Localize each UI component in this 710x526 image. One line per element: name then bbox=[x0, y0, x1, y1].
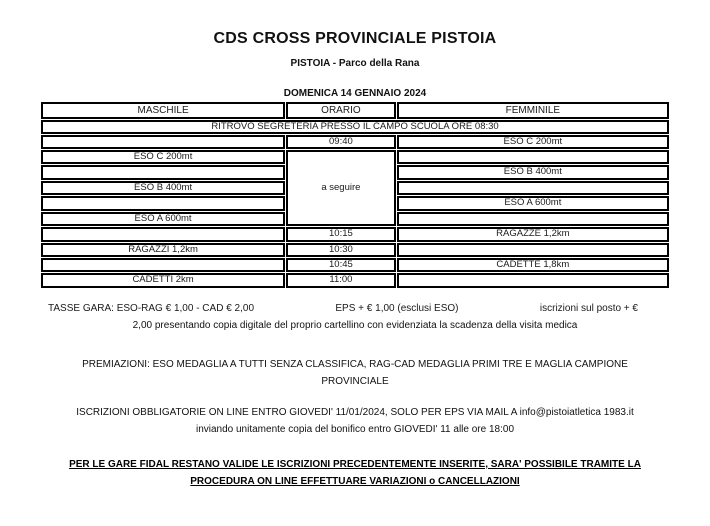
meeting-note-cell: RITROVO SEGRETERIA PRESSO IL CAMPO SCUOLA ORE 08:30 bbox=[41, 120, 669, 134]
fidal-note-line2: PROCEDURA ON LINE EFFETTUARE VARIAZIONI o CANCELLAZIONI bbox=[190, 475, 520, 487]
table-row bbox=[41, 243, 669, 257]
fees-note bbox=[40, 300, 670, 334]
cell-orario-a-seguire: a seguire bbox=[286, 150, 396, 226]
fidal-note-line1: PER LE GARE FIDAL RESTANO VALIDE LE ISCRIZIONI PRECEDENTEMENTE INSERITE, SARA' POSSIBILE TRAMITE LA bbox=[69, 458, 641, 470]
notes-section bbox=[0, 300, 710, 490]
fidal-note bbox=[40, 456, 670, 490]
event-date-heading: DOMENICA 14 GENNAIO 2024 bbox=[283, 88, 427, 99]
table-row bbox=[41, 258, 669, 272]
cell-femminile: ESO C 200mt bbox=[397, 135, 669, 149]
registration-note-line1: ISCRIZIONI OBBLIGATORIE ON LINE ENTRO GIOVEDI' 11/01/2024, SOLO PER EPS VIA MAIL A info@pistoiatletica 1983.it bbox=[76, 406, 634, 418]
awards-note-line1: PREMIAZIONI: ESO MEDAGLIA A TUTTI SENZA CLASSIFICA, RAG-CAD MEDAGLIA PRIMI TRE E MAGLIA CAMPIONE bbox=[82, 358, 628, 370]
cell-maschile: ESO A 600mt bbox=[41, 212, 285, 226]
cell-orario: 10:45 bbox=[286, 258, 396, 272]
schedule-table bbox=[40, 101, 670, 289]
page-subtitle: PISTOIA - Parco della Rana bbox=[290, 58, 420, 69]
column-header-femminile: FEMMINILE bbox=[397, 102, 669, 119]
table-header-row bbox=[41, 102, 669, 119]
cell-maschile bbox=[41, 227, 285, 241]
table-row bbox=[41, 227, 669, 241]
awards-note bbox=[40, 356, 670, 390]
registration-note bbox=[40, 404, 670, 438]
column-header-orario: ORARIO bbox=[286, 102, 396, 119]
cell-maschile bbox=[41, 258, 285, 272]
table-row bbox=[41, 273, 669, 287]
cell-femminile: RAGAZZE 1,2km bbox=[397, 227, 669, 241]
cell-maschile: ESO C 200mt bbox=[41, 150, 285, 164]
cell-orario: 09:40 bbox=[286, 135, 396, 149]
cell-femminile bbox=[397, 150, 669, 164]
registration-note-line2: inviando unitamente copia del bonifico entro GIOVEDI' 11 alle ore 18:00 bbox=[195, 423, 515, 435]
cell-maschile: RAGAZZI 1,2km bbox=[41, 243, 285, 257]
fees-note-line1 bbox=[40, 300, 670, 317]
fees-right-text: iscrizioni sul posto + € bbox=[539, 302, 638, 314]
cell-femminile: CADETTE 1,8km bbox=[397, 258, 669, 272]
cell-femminile bbox=[397, 273, 669, 287]
cell-maschile: ESO B 400mt bbox=[41, 181, 285, 195]
cell-orario: 10:30 bbox=[286, 243, 396, 257]
cell-orario: 11:00 bbox=[286, 273, 396, 287]
cell-femminile bbox=[397, 181, 669, 195]
cell-femminile: ESO A 600mt bbox=[397, 196, 669, 210]
page-title: CDS CROSS PROVINCIALE PISTOIA bbox=[213, 30, 497, 47]
fees-note-line2: 2,00 presentando copia digitale del proprio cartellino con evidenziata la scadenza della visita medica bbox=[132, 319, 578, 331]
meeting-note-row bbox=[41, 120, 669, 134]
cell-maschile bbox=[41, 196, 285, 210]
cell-femminile: ESO B 400mt bbox=[397, 165, 669, 179]
cell-orario: 10:15 bbox=[286, 227, 396, 241]
awards-note-line2: PROVINCIALE bbox=[321, 375, 389, 387]
table-row bbox=[41, 150, 669, 164]
column-header-maschile: MASCHILE bbox=[41, 102, 285, 119]
table-row bbox=[41, 135, 669, 149]
cell-maschile bbox=[41, 135, 285, 149]
fees-center-text: EPS + € 1,00 (esclusi ESO) bbox=[335, 302, 459, 314]
cell-femminile bbox=[397, 212, 669, 226]
cell-maschile: CADETTI 2km bbox=[41, 273, 285, 287]
cell-femminile bbox=[397, 243, 669, 257]
cell-maschile bbox=[41, 165, 285, 179]
fees-left-text: TASSE GARA: ESO-RAG € 1,00 - CAD € 2,00 bbox=[48, 302, 255, 314]
